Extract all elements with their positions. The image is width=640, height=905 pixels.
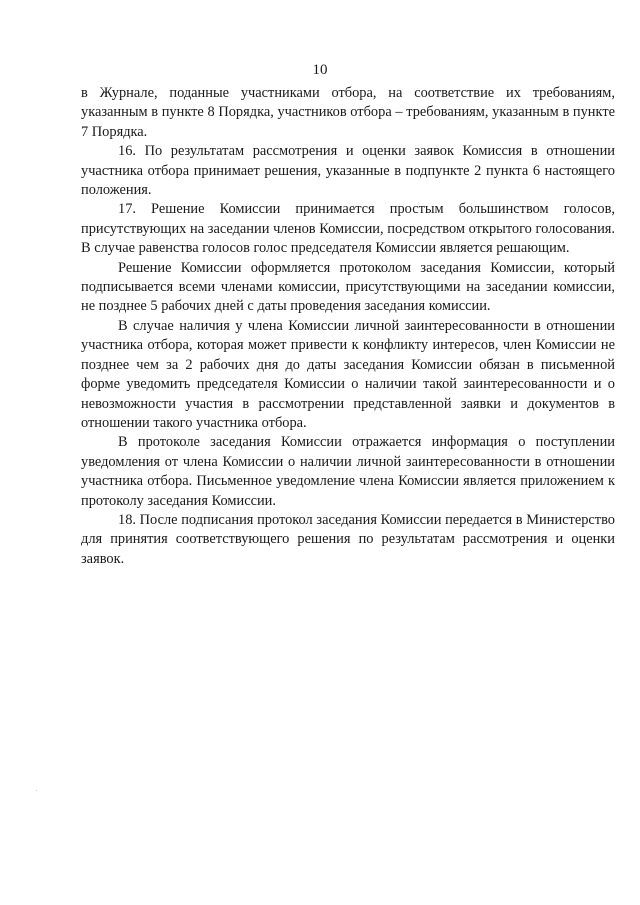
- page-number: 10: [312, 62, 328, 78]
- scan-speck: [36, 790, 37, 791]
- paragraph-continuation: в Журнале, поданные участниками отбора, на соответствие их требованиям, указанным в пункте 8 Порядка, участников отбора – требованиям, указанным в пункте 7 Порядка.: [81, 85, 615, 140]
- paragraph-protocol-notice: В протоколе заседания Комиссии отражается информация о поступлении уведомления от члена Комиссии о наличии личной заинтересованности в отношении участника отбора. Письменное уведомление члена Комиссии является приложением к протоколу заседания Комиссии.: [81, 434, 615, 509]
- document-body: [81, 84, 615, 569]
- paragraph-item-16: 16. По результатам рассмотрения и оценки заявок Комиссия в отношении участника отбора принимает решения, указанные в подпункте 2 пункта 6 настоящего положения.: [81, 143, 615, 199]
- paragraph-item-18: 18. После подписания протокол заседания Комиссии передается в Министерство для принятия соответствующего решения по результатам рассмотрения и оценки заявок.: [81, 511, 615, 567]
- paragraph-conflict-of-interest: В случае наличия у члена Комиссии личной заинтересованности в отношении участника отбора, которая может привести к конфликту интересов, член Комиссии не позднее чем за 2 рабочих дня до даты заседания Комиссии обязан в письменной форме уведомить председателя Комиссии о наличии такой заинтересованности и о невозможности участия в рассмотрении представленной заявки и документов в отношении такого участника отбора.: [81, 317, 615, 431]
- paragraph-protocol-signing: Решение Комиссии оформляется протоколом заседания Комиссии, который подписывается всеми членами комиссии, присутствующими на заседании комиссии, не позднее 5 рабочих дней с даты проведения заседания комиссии.: [81, 259, 615, 315]
- paragraph-item-17: 17. Решение Комиссии принимается простым большинством голосов, присутствующих на заседании членов Комиссии, посредством открытого голосования. В случае равенства голосов голос председателя Комиссии является решающим.: [81, 201, 615, 257]
